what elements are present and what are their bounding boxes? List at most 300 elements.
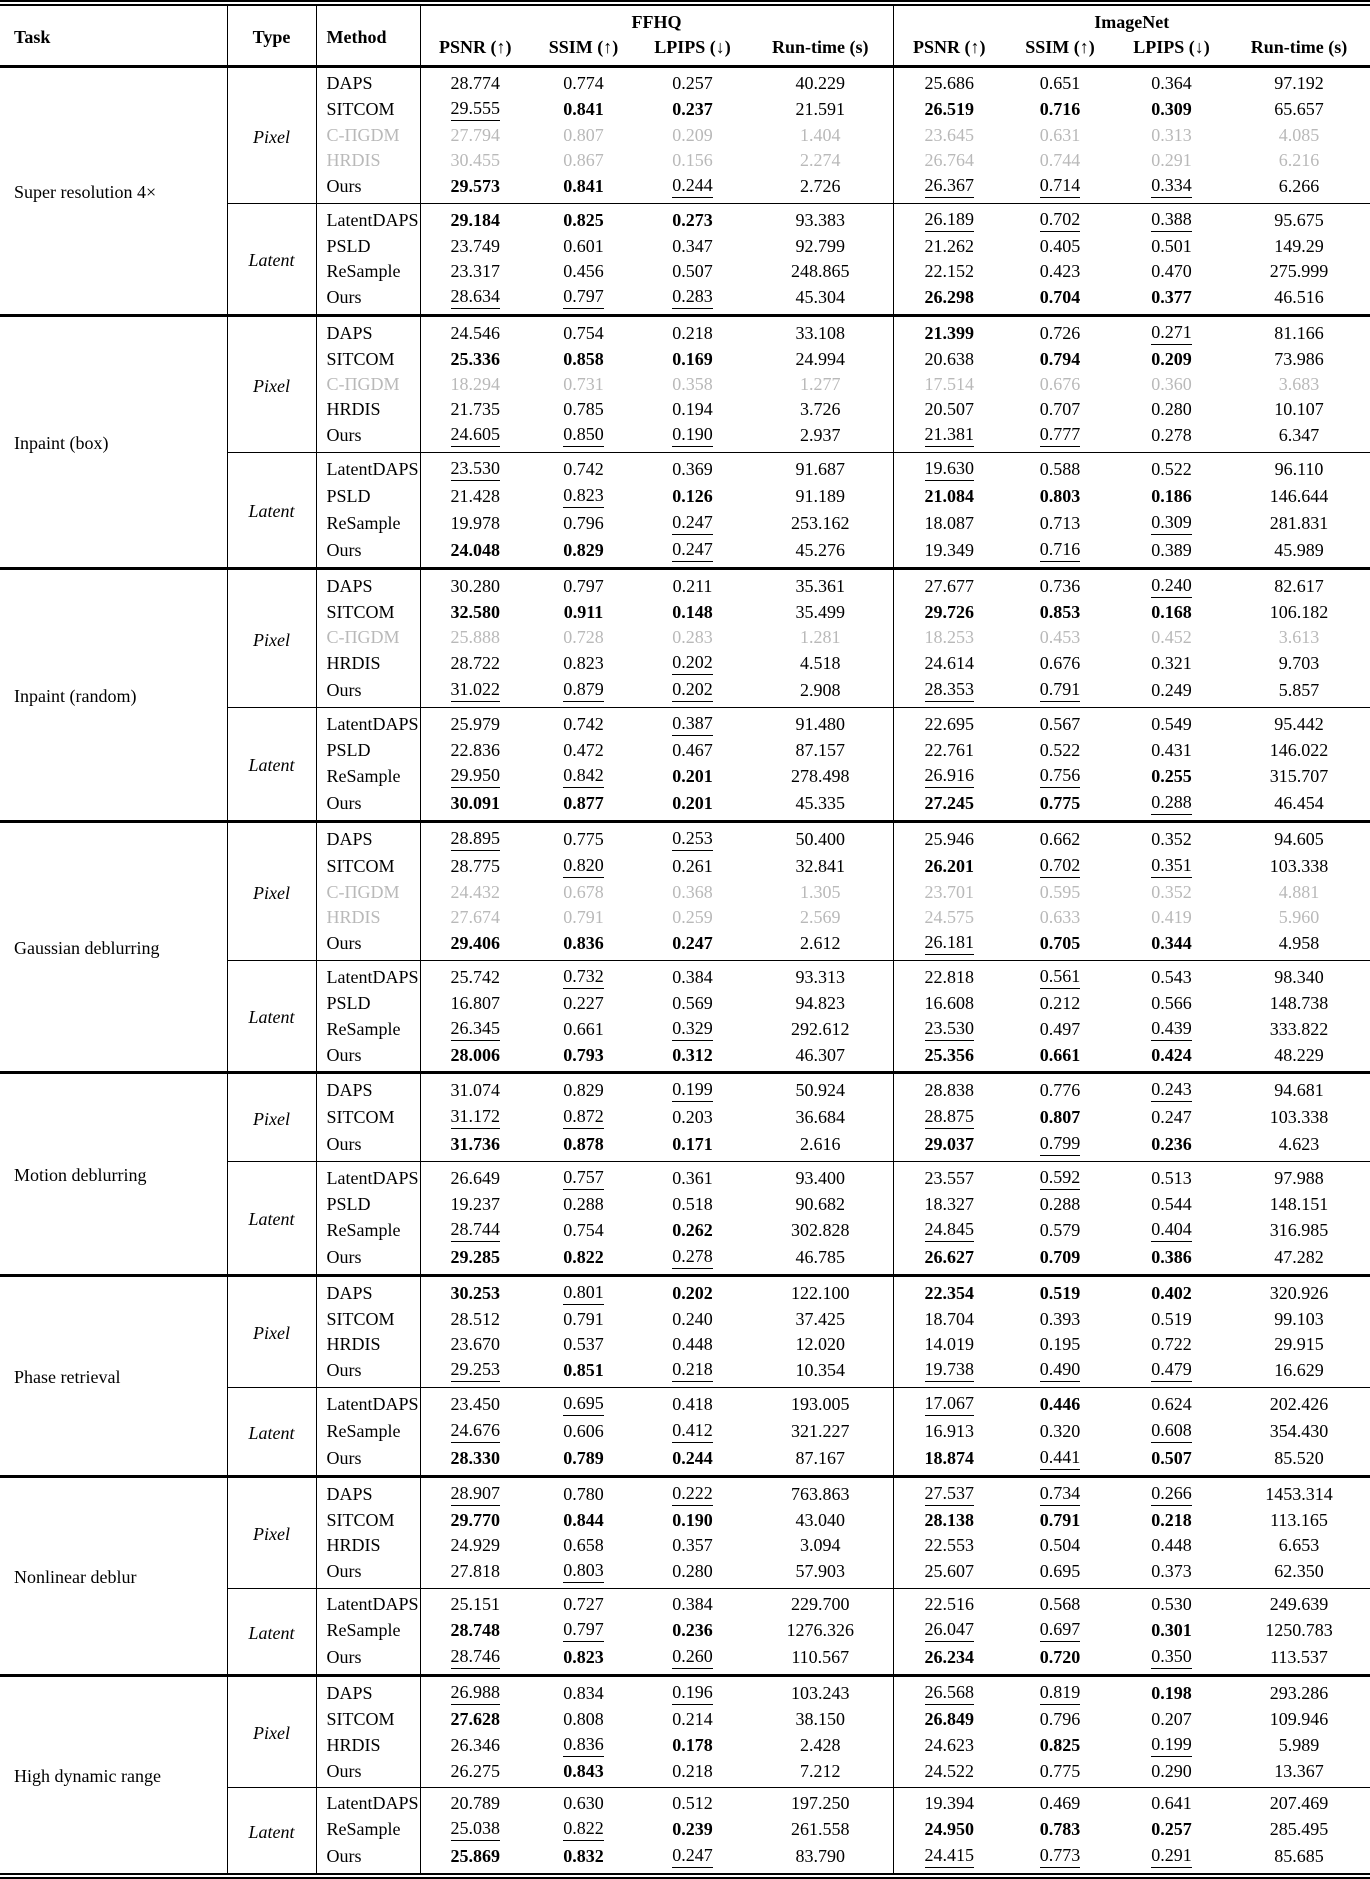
metric-value: 0.384 [672,1594,713,1614]
metric-value: 0.567 [1039,714,1081,734]
metric-value: 30.253 [450,1283,500,1303]
metric-value: 0.641 [1151,1793,1192,1813]
metric-cell [530,677,637,708]
metric-value: 0.266 [1151,1483,1192,1506]
metric-cell [1005,483,1115,510]
metric-cell [1228,853,1370,880]
metric-value: 62.350 [1274,1561,1324,1581]
metric-value: 0.364 [1151,73,1192,93]
metric-cell [1005,880,1115,905]
table-row [0,67,1370,97]
metric-value: 29.915 [1274,1334,1324,1354]
metric-value: 0.211 [672,576,713,596]
metric-value: 29.555 [451,98,501,121]
metric-cell [530,1759,637,1788]
metric-cell [530,1192,637,1217]
metric-value: 25.979 [450,714,500,734]
metric-value: 25.946 [924,829,974,849]
metric-cell [420,905,530,930]
metric-value: 0.834 [563,1683,604,1703]
metric-cell [420,1445,530,1477]
metric-value: 0.606 [563,1421,604,1441]
metric-cell [748,1388,893,1419]
metric-value: 0.518 [672,1194,713,1214]
metric-cell [637,1192,748,1217]
metric-cell [637,1043,748,1073]
metric-cell [1115,1589,1228,1618]
metric-value: 6.216 [1278,150,1320,170]
metric-cell [1228,1104,1370,1131]
metric-cell [1005,173,1115,204]
metric-cell [1115,790,1228,822]
metric-value: 0.209 [1151,349,1192,369]
metric-cell [420,1388,530,1419]
metric-value: 28.875 [925,1106,975,1129]
metric-cell [1115,1307,1228,1332]
method-cell: HRDIS [316,397,420,422]
metric-cell [420,67,530,97]
metric-cell [530,790,637,822]
metric-cell [1005,1162,1115,1193]
metric-value: 0.278 [672,1246,713,1269]
metric-cell [420,96,530,123]
method-cell: ReSample [316,1816,420,1843]
metric-value: 0.373 [1151,1561,1192,1581]
metric-cell [893,1217,1005,1244]
metric-cell [1228,1676,1370,1708]
metric-cell [748,1617,893,1644]
metric-cell [637,905,748,930]
metric-cell [748,259,893,284]
metric-value: 10.354 [795,1360,845,1380]
metric-cell [1228,905,1370,930]
metric-value: 2.274 [800,150,841,170]
metric-value: 0.836 [563,933,604,953]
metric-value: 3.683 [1278,374,1320,394]
metric-cell [1115,347,1228,372]
metric-value: 0.522 [1039,740,1081,760]
metric-value: 0.320 [1039,1421,1081,1441]
metric-value: 0.796 [563,513,604,533]
metric-value: 1453.314 [1265,1484,1333,1504]
metric-value: 24.575 [924,907,974,927]
metric-value: 97.192 [1274,73,1324,93]
metric-value: 94.681 [1274,1080,1324,1100]
metric-cell [1005,1816,1115,1843]
method-cell: SITCOM [316,1307,420,1332]
metric-cell [1005,1508,1115,1533]
metric-value: 0.512 [672,1793,713,1813]
metric-cell [1228,1617,1370,1644]
metric-cell [893,1388,1005,1419]
metric-cell [420,1533,530,1558]
metric-cell [1115,1357,1228,1388]
metric-value: 0.773 [1040,1845,1081,1868]
method-cell: Ours [316,1644,420,1676]
metric-cell [1115,1445,1228,1477]
metric-value: 0.386 [1151,1247,1192,1267]
metric-value: 0.793 [563,1045,604,1065]
metric-cell [1115,1788,1228,1817]
metric-cell [1115,510,1228,537]
metric-cell [748,1445,893,1477]
metric-cell [530,1816,637,1843]
metric-cell [420,790,530,822]
metric-value: 95.442 [1274,714,1324,734]
metric-cell [420,677,530,708]
metric-value: 146.644 [1269,486,1329,506]
metric-value: 20.638 [924,349,974,369]
metric-value: 0.126 [672,486,713,506]
metric-value: 4.085 [1278,125,1320,145]
metric-cell [1005,148,1115,173]
metric-cell [893,1759,1005,1788]
metric-value: 16.629 [1274,1360,1324,1380]
metric-value: 57.903 [795,1561,845,1581]
method-cell: Ours [316,677,420,708]
metric-cell [748,1759,893,1788]
metric-cell [1228,1043,1370,1073]
metric-value: 0.201 [672,766,713,786]
metric-cell [637,1073,748,1105]
metric-cell [1115,67,1228,97]
metric-value: 0.836 [563,1734,604,1757]
metric-value: 0.631 [1039,125,1081,145]
method-cell: HRDIS [316,905,420,930]
metric-cell [1115,1508,1228,1533]
metric-value: 19.349 [924,540,974,560]
metric-value: 0.361 [672,1168,713,1188]
metric-cell [637,1244,748,1276]
method-cell: PSLD [316,991,420,1016]
metric-value: 0.288 [1151,792,1192,815]
metric-value: 0.344 [1151,933,1192,953]
metric-cell [893,483,1005,510]
metric-value: 0.825 [1039,1735,1081,1755]
metric-cell [420,284,530,316]
metric-cell [1115,1073,1228,1105]
metric-cell [637,347,748,372]
metric-value: 29.184 [450,210,500,230]
type-label: Latent [227,1162,316,1276]
metric-value: 0.255 [1151,766,1192,786]
metric-cell [530,397,637,422]
metric-value: 0.446 [1039,1394,1081,1414]
metric-cell [1115,173,1228,204]
method-cell: DAPS [316,569,420,601]
metric-cell [637,1558,748,1589]
metric-cell [1228,1558,1370,1589]
header-metric: LPIPS (↓) [637,35,748,67]
metric-cell [637,1589,748,1618]
metric-cell [637,1707,748,1732]
metric-cell [1228,600,1370,625]
metric-cell [1005,1388,1115,1419]
metric-value: 18.704 [924,1309,974,1329]
metric-cell [1115,1644,1228,1676]
metric-value: 45.989 [1274,540,1324,560]
metric-cell [893,259,1005,284]
metric-value: 35.499 [795,602,845,622]
metric-cell [637,1217,748,1244]
metric-cell [530,372,637,397]
metric-value: 1.404 [800,125,841,145]
metric-value: 0.290 [1151,1761,1192,1781]
metric-cell [1005,1276,1115,1308]
metric-cell [748,148,893,173]
type-label: Latent [227,1388,316,1477]
metric-value: 0.820 [563,855,604,878]
metric-cell [1228,537,1370,569]
metric-cell [748,1131,893,1162]
method-cell: SITCOM [316,600,420,625]
metric-cell [748,1707,893,1732]
metric-value: 26.649 [450,1168,500,1188]
metric-cell [893,738,1005,763]
type-label: Latent [227,961,316,1073]
metric-value: 19.738 [925,1359,975,1382]
header-metric: SSIM (↑) [1005,35,1115,67]
metric-cell [1005,569,1115,601]
metric-cell [893,1788,1005,1817]
metric-value: 28.895 [451,828,501,851]
metric-cell [420,1016,530,1043]
metric-cell [1228,1788,1370,1817]
metric-cell [893,67,1005,97]
metric-cell [1115,905,1228,930]
metric-cell [530,1276,637,1308]
metric-cell [530,961,637,992]
metric-cell [1228,316,1370,348]
metric-value: 83.790 [795,1846,845,1866]
metric-cell [748,677,893,708]
metric-cell [420,650,530,677]
metric-value: 0.579 [1039,1220,1081,1240]
metric-value: 99.103 [1274,1309,1324,1329]
metric-cell [530,67,637,97]
metric-value: 0.878 [563,1134,604,1154]
metric-value: 4.958 [1278,933,1320,953]
metric-value: 0.479 [1151,1359,1192,1382]
metric-cell [420,1043,530,1073]
metric-cell [530,930,637,961]
metric-value: 0.841 [563,99,604,119]
metric-cell [530,453,637,484]
metric-value: 0.368 [672,882,713,902]
metric-value: 22.836 [450,740,500,760]
metric-cell [748,1104,893,1131]
metric-cell [530,204,637,235]
metric-cell [1228,372,1370,397]
metric-value: 0.775 [1039,793,1081,813]
metric-cell [420,763,530,790]
metric-value: 0.780 [563,1484,604,1504]
metric-cell [530,1644,637,1676]
method-cell: HRDIS [316,1732,420,1759]
metric-cell [1005,1244,1115,1276]
metric-value: 65.657 [1274,99,1324,119]
metric-value: 0.744 [1039,150,1081,170]
metric-cell [1005,763,1115,790]
metric-cell [893,1477,1005,1509]
metric-cell [748,1533,893,1558]
metric-value: 22.516 [924,1594,974,1614]
metric-cell [1115,204,1228,235]
metric-cell [1115,677,1228,708]
metric-cell [637,284,748,316]
metric-value: 0.273 [672,210,713,230]
metric-value: 0.832 [563,1846,604,1866]
metric-cell [1115,650,1228,677]
metric-value: 0.819 [1040,1682,1081,1705]
header-metric: PSNR (↑) [420,35,530,67]
metric-value: 25.151 [450,1594,500,1614]
metric-value: 31.022 [451,679,501,702]
metric-cell [893,930,1005,961]
metric-cell [637,483,748,510]
type-label: Latent [227,204,316,316]
method-cell: HRDIS [316,1533,420,1558]
metric-cell [893,1131,1005,1162]
metric-cell [1228,790,1370,822]
metric-value: 0.280 [1151,399,1192,419]
metric-value: 0.843 [563,1761,604,1781]
metric-cell [1115,625,1228,650]
metric-cell [893,1508,1005,1533]
metric-value: 25.869 [450,1846,500,1866]
metric-value: 28.138 [924,1510,974,1530]
metric-value: 2.569 [800,907,841,927]
metric-value: 0.911 [563,602,604,622]
metric-value: 6.266 [1278,176,1320,196]
metric-cell [530,123,637,148]
metric-value: 278.498 [791,766,850,786]
metric-value: 0.283 [672,286,713,309]
metric-cell [1228,1131,1370,1162]
header-task: Task [0,3,227,67]
metric-value: 315.707 [1269,766,1329,786]
metric-cell [420,1843,530,1876]
metric-value: 0.190 [672,1510,713,1530]
metric-cell [530,1533,637,1558]
metric-cell [1228,1816,1370,1843]
metric-value: 0.218 [1151,1510,1192,1530]
metric-cell [893,1162,1005,1193]
metric-value: 37.425 [795,1309,845,1329]
metric-cell [1228,1388,1370,1419]
metric-value: 0.467 [672,740,713,760]
metric-cell [1005,1676,1115,1708]
metric-cell [1115,1558,1228,1589]
metric-value: 0.568 [1039,1594,1081,1614]
metric-value: 93.313 [795,967,845,987]
metric-value: 48.229 [1274,1045,1324,1065]
metric-cell [637,625,748,650]
metric-value: 0.148 [672,602,713,622]
metric-cell [1005,1357,1115,1388]
method-cell: PSLD [316,738,420,763]
metric-cell [530,708,637,739]
metric-cell [1115,822,1228,854]
metric-cell [1005,1707,1115,1732]
metric-value: 302.828 [791,1220,850,1240]
metric-value: 0.384 [672,967,713,987]
table-row [0,1073,1370,1105]
metric-cell [1228,822,1370,854]
metric-value: 21.428 [450,486,500,506]
metric-value: 5.989 [1278,1735,1320,1755]
metric-value: 0.707 [1039,399,1081,419]
metric-cell [637,96,748,123]
metric-value: 22.761 [924,740,974,760]
metric-value: 18.294 [450,374,500,394]
header-method: Method [316,3,420,67]
metric-cell [893,763,1005,790]
metric-cell [1228,173,1370,204]
method-cell: Ours [316,1244,420,1276]
method-cell: Ours [316,1357,420,1388]
metric-cell [1005,234,1115,259]
metric-cell [1228,1217,1370,1244]
metric-cell [1228,123,1370,148]
metric-cell [893,991,1005,1016]
metric-value: 0.352 [1151,882,1192,902]
metric-value: 7.212 [800,1761,841,1781]
metric-value: 92.799 [795,236,845,256]
metric-value: 21.262 [924,236,974,256]
metric-cell [1005,316,1115,348]
method-cell: SITCOM [316,853,420,880]
metric-value: 0.822 [563,1247,604,1267]
metric-cell [420,1276,530,1308]
metric-cell [530,822,637,854]
metric-value: 197.250 [791,1793,850,1813]
metric-cell [893,853,1005,880]
metric-value: 0.789 [563,1448,604,1468]
metric-cell [1228,510,1370,537]
metric-value: 3.094 [800,1535,841,1555]
metric-cell [1228,763,1370,790]
metric-cell [893,1073,1005,1105]
metric-value: 90.682 [795,1194,845,1214]
metric-cell [1228,347,1370,372]
metric-value: 18.874 [924,1448,974,1468]
task-label: Inpaint (random) [0,569,227,822]
metric-cell [748,1073,893,1105]
metric-cell [1228,569,1370,601]
metric-value: 29.037 [924,1134,974,1154]
metric-cell [637,880,748,905]
type-label: Pixel [227,822,316,961]
metric-cell [530,1788,637,1817]
metric-value: 6.653 [1278,1535,1320,1555]
metric-cell [893,1332,1005,1357]
metric-value: 0.393 [1039,1309,1081,1329]
metric-value: 91.687 [795,459,845,479]
type-label: Pixel [227,316,316,453]
metric-value: 333.822 [1269,1019,1329,1039]
metric-value: 94.605 [1274,829,1324,849]
metric-cell [420,173,530,204]
task-label: Gaussian deblurring [0,822,227,1073]
metric-cell [1005,853,1115,880]
metric-value: 0.309 [1151,512,1192,535]
metric-cell [748,905,893,930]
metric-cell [1005,677,1115,708]
metric-cell [1228,625,1370,650]
metric-value: 29.726 [924,602,974,622]
metric-cell [1115,1816,1228,1843]
